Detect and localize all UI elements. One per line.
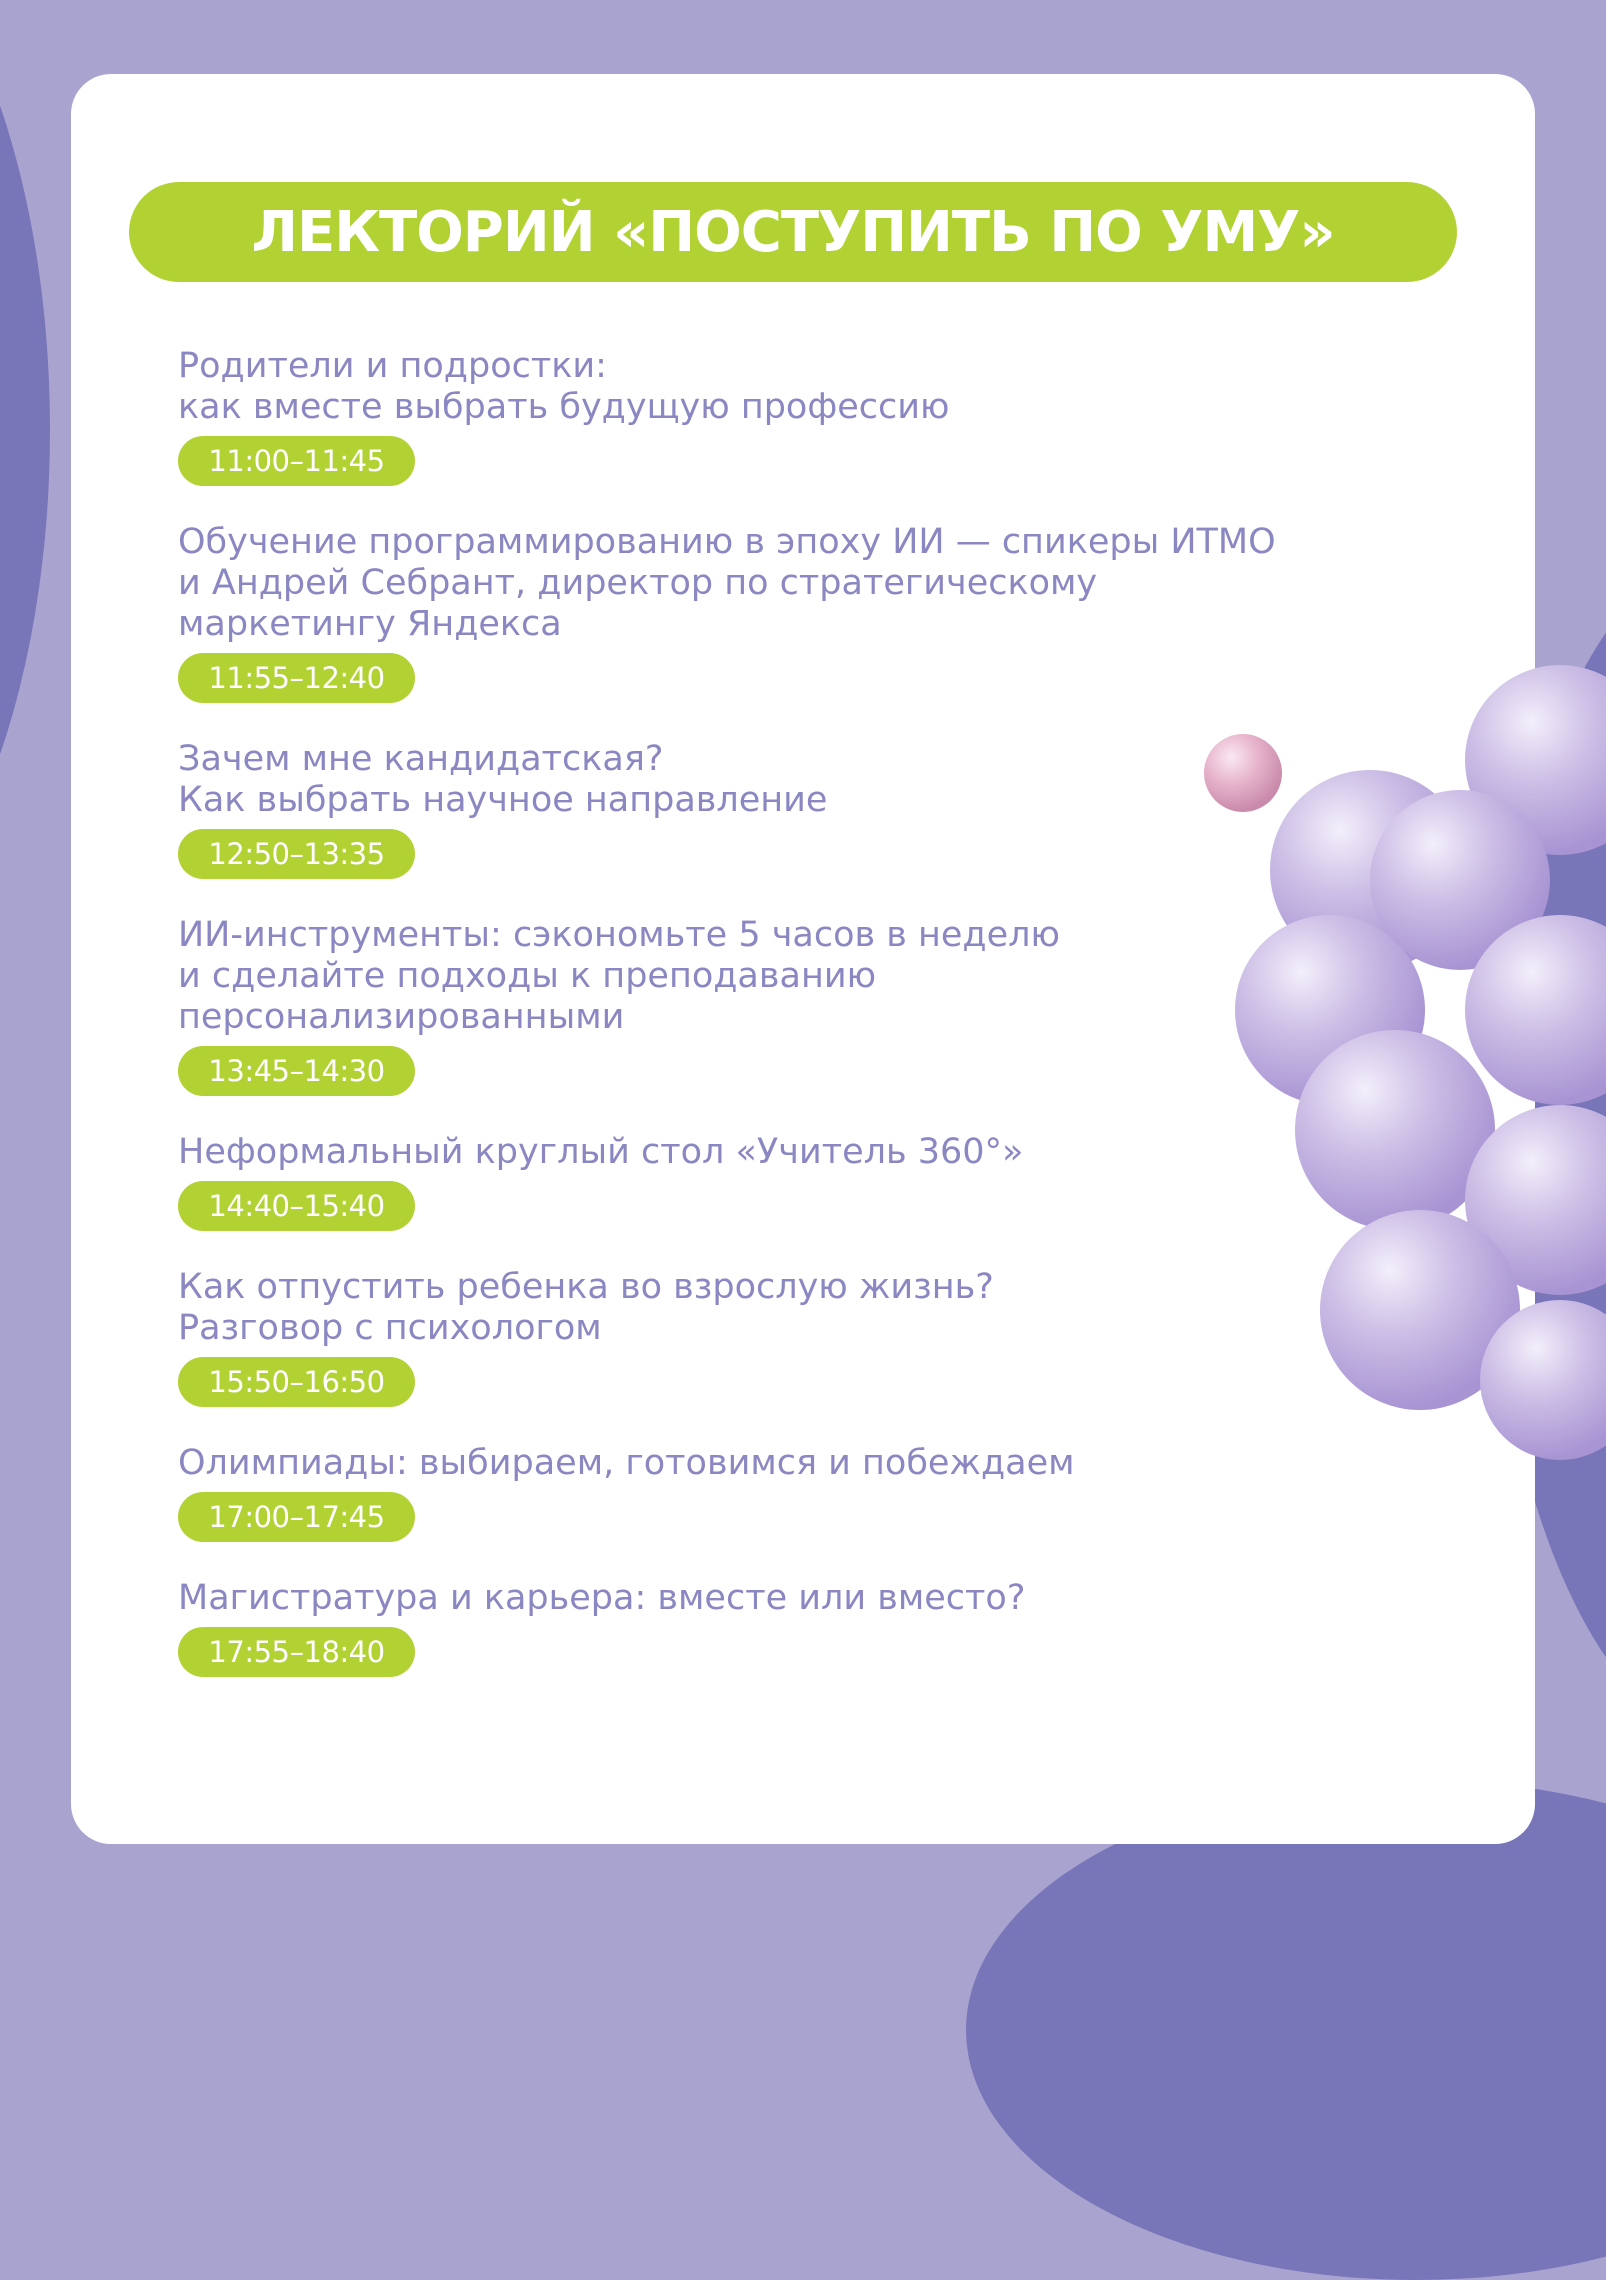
lecture-time: 17:55–18:40 [178,1627,415,1677]
background-shape-left [0,0,50,980]
lecture-time: 12:50–13:35 [178,829,415,879]
schedule-card [71,74,1535,1844]
lecture-time: 11:55–12:40 [178,653,415,703]
title-banner [129,182,1457,282]
lecture-title: Неформальный круглый стол «Учитель 360°» [178,1132,1024,1172]
lecture-item [178,1132,1478,1231]
lecture-title: Родители и подростки: как вместе выбрать будущую профессию [178,346,950,427]
lecture-title: ИИ-инструменты: сэкономьте 5 часов в неделю и сделайте подходы к преподаванию персонализированными [178,915,1060,1037]
background-shape-bottom [966,1780,1606,2280]
lecture-item [178,1267,1478,1407]
lecture-item [178,1443,1478,1542]
lecture-item [178,739,1478,879]
lecture-item [178,915,1478,1096]
lecture-time: 17:00–17:45 [178,1492,415,1542]
lecture-list [178,346,1478,1713]
lecture-item [178,346,1478,486]
lecture-title: Как отпустить ребенка во взрослую жизнь? Разговор с психологом [178,1267,994,1348]
lecture-title: Зачем мне кандидатская? Как выбрать научное направление [178,739,828,820]
page-title: ЛЕКТОРИЙ «ПОСТУПИТЬ ПО УМУ» [251,199,1335,265]
lecture-title: Магистратура и карьера: вместе или вместо? [178,1578,1026,1618]
lecture-time: 11:00–11:45 [178,436,415,486]
lecture-time: 15:50–16:50 [178,1357,415,1407]
lecture-time: 14:40–15:40 [178,1181,415,1231]
lecture-item [178,1578,1478,1677]
lecture-title: Обучение программированию в эпоху ИИ — спикеры ИТМО и Андрей Себрант, директор по стратегическому маркетингу Яндекса [178,522,1276,644]
lecture-time: 13:45–14:30 [178,1046,415,1096]
lecture-item [178,522,1478,703]
lecture-title: Олимпиады: выбираем, готовимся и побеждаем [178,1443,1075,1483]
